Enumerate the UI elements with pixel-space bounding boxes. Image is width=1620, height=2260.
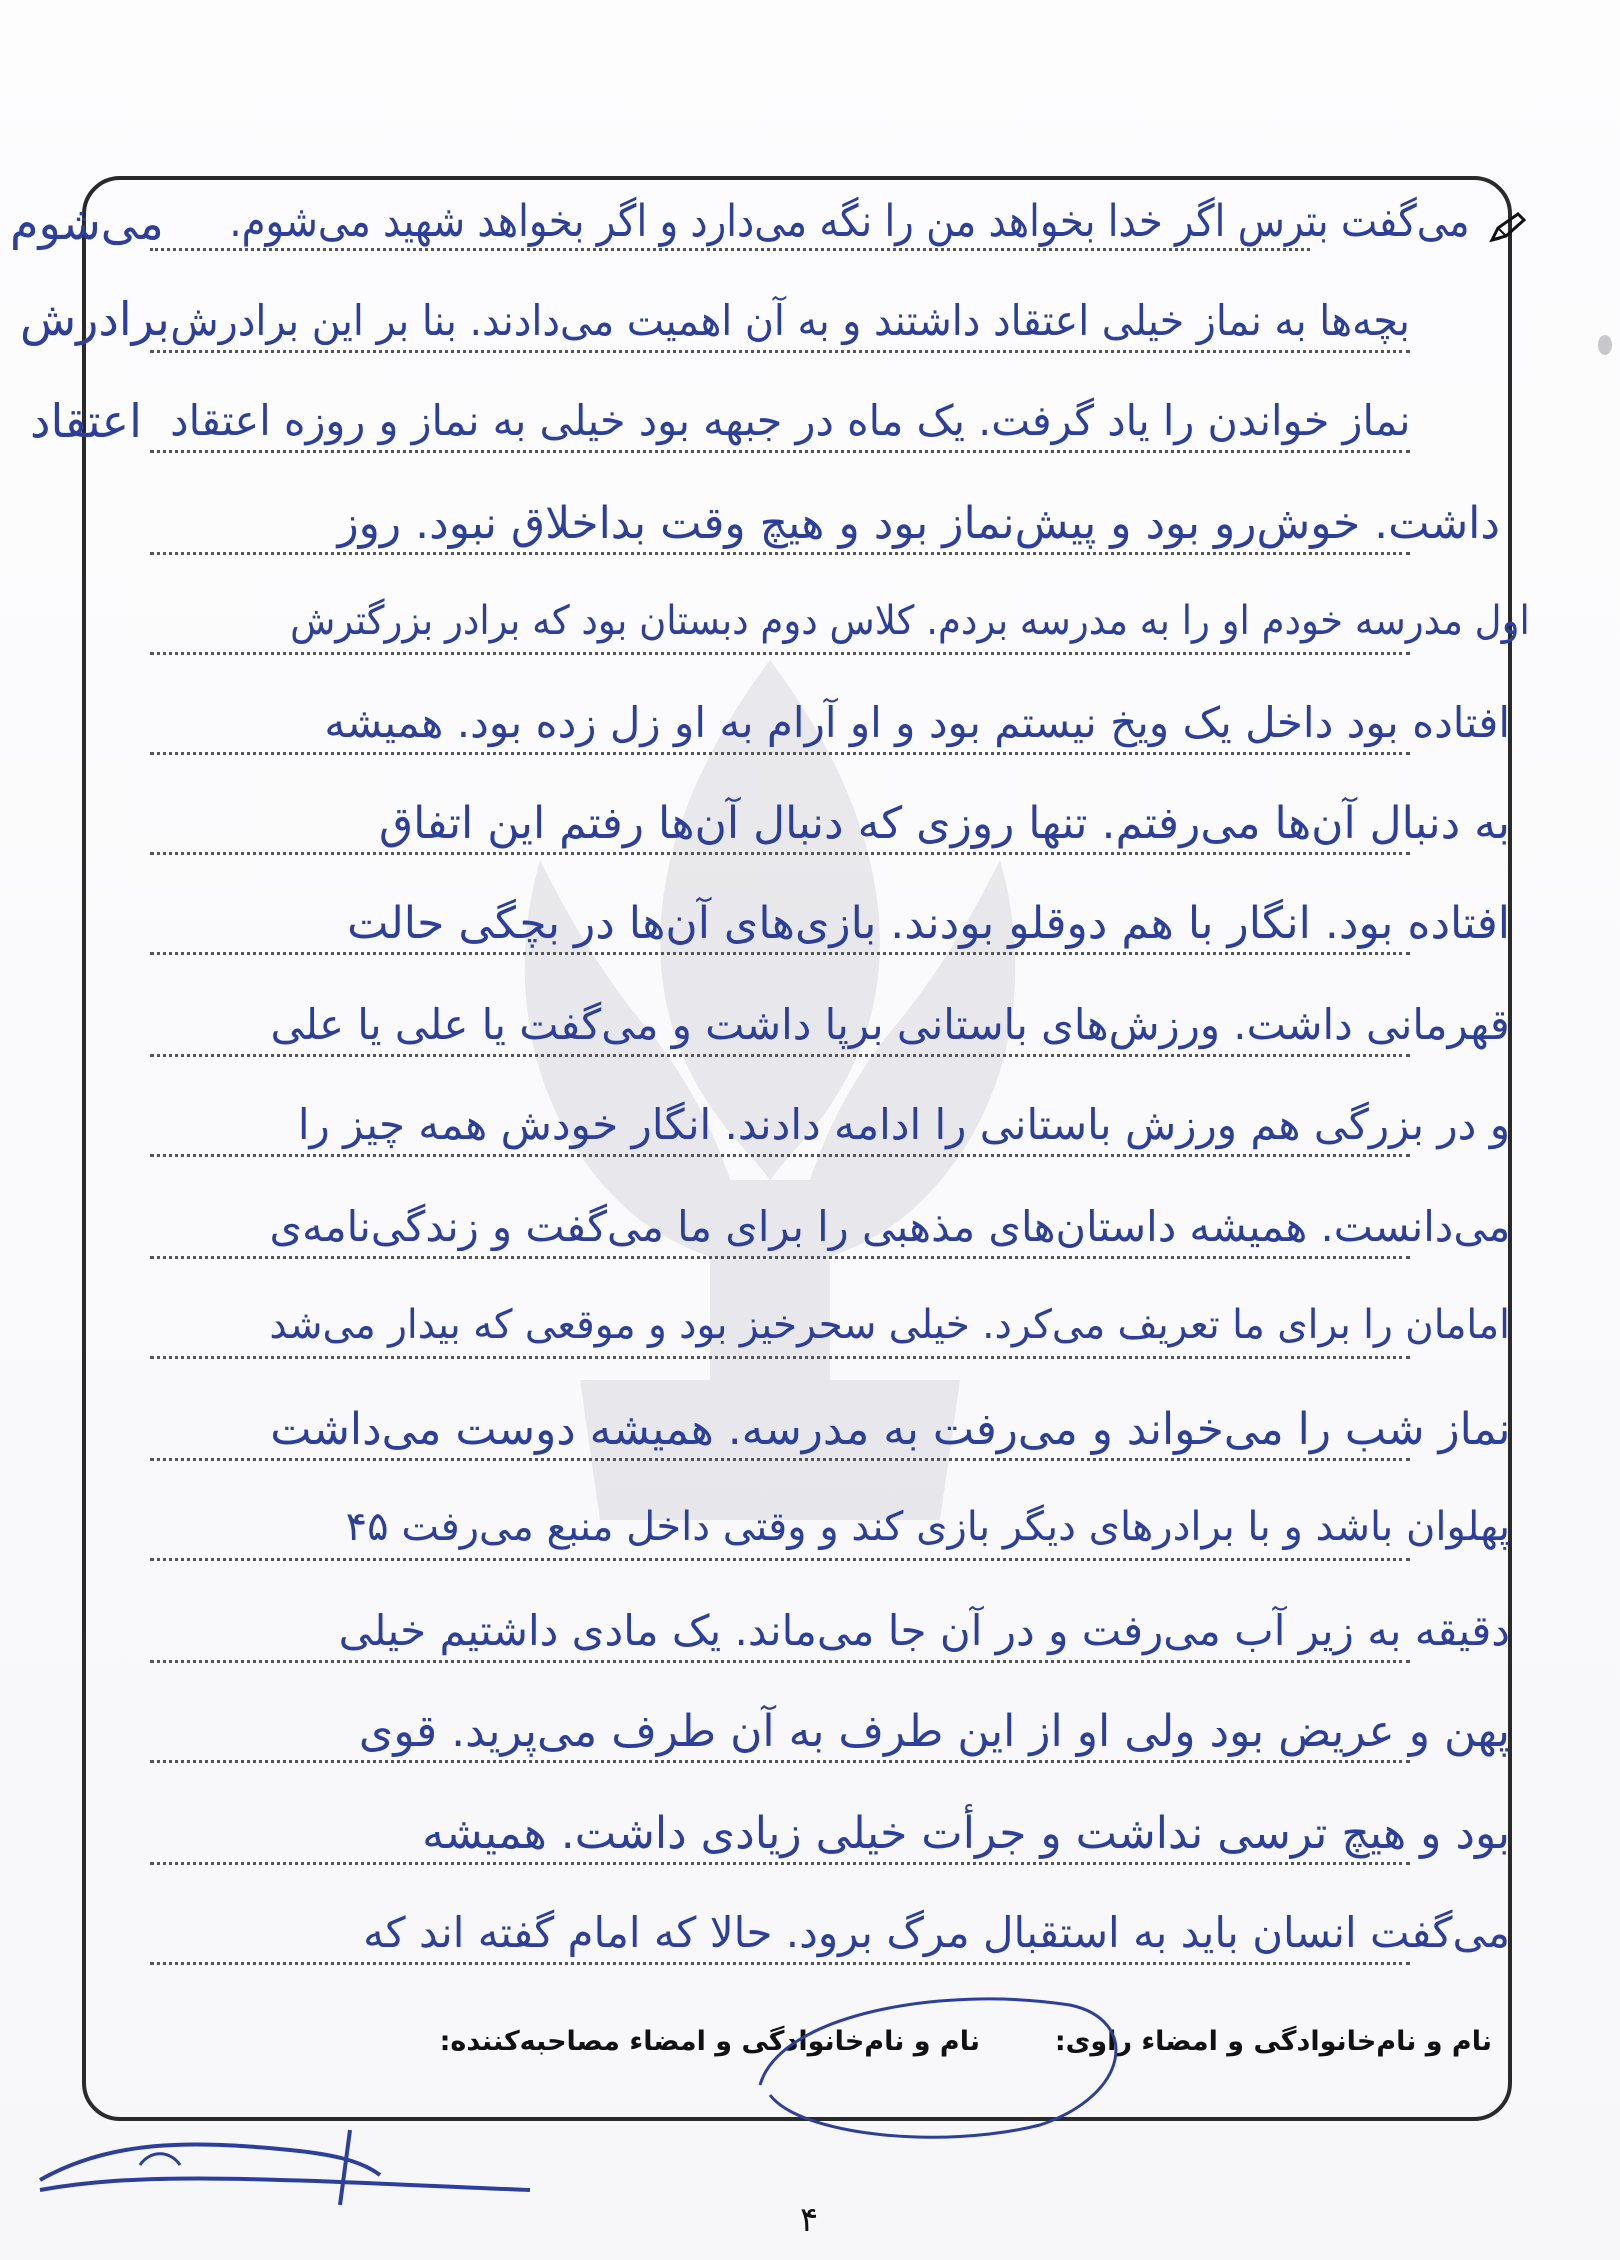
ruled-line xyxy=(150,1660,1410,1663)
ruled-line xyxy=(150,350,1410,353)
handwritten-line: بچه‌ها به نماز خیلی اعتقاد داشتند و به آن اهمیت می‌دادند. بنا بر این برادرش xyxy=(170,296,1410,345)
ruled-line xyxy=(150,1862,1410,1865)
handwritten-line: دقیقه به زیر آب می‌رفت و در آن جا می‌ماند. یک مادی داشتیم خیلی xyxy=(338,1606,1510,1655)
signature-ellipse-icon xyxy=(740,1975,1140,2145)
handwritten-line: می‌گفت بترس اگر خدا بخواهد من را نگه می‌دارد و اگر بخواهد شهید می‌شوم. xyxy=(229,196,1470,247)
handwritten-line: می‌دانست. همیشه داستان‌های مذهبی را برای ما می‌گفت و زندگی‌نامه‌ی xyxy=(269,1202,1510,1251)
handwritten-line: می‌گفت انسان باید به استقبال مرگ برود. حالا که امام گفته اند که xyxy=(363,1908,1510,1957)
handwritten-line: پهن و عریض بود ولی او از این طرف به آن طرف می‌پرید. قوی xyxy=(358,1706,1510,1757)
binding-hole xyxy=(1598,335,1612,355)
handwritten-line: امامان را برای ما تعریف می‌کرد. خیلی سحرخیز بود و موقعی که بیدار می‌شد xyxy=(269,1302,1510,1348)
handwritten-line: پهلوان باشد و با برادرهای دیگر بازی کند و وقتی داخل منبع می‌رفت ۴۵ xyxy=(345,1504,1510,1550)
handwritten-line: نماز شب را می‌خواند و می‌رفت به مدرسه. همیشه دوست می‌داشت xyxy=(269,1404,1510,1455)
ruled-line xyxy=(150,1256,1410,1259)
margin-note: اعتقاد xyxy=(30,394,142,448)
interviewer-signature-label: نام و نام‌خانوادگی و امضاء مصاحبه‌کننده: xyxy=(439,2026,980,2057)
pen-icon xyxy=(1488,210,1528,244)
handwritten-line: به دنبال آن‌ها می‌رفتم. تنها روزی که دنبال آن‌ها رفتم این اتفاق xyxy=(378,798,1510,849)
ruled-line xyxy=(150,450,1410,453)
margin-note: می‌شوم xyxy=(10,196,164,250)
page-number: ۴ xyxy=(800,2200,819,2240)
handwritten-line: بود و هیچ ترسی نداشت و جرأت خیلی زیادی داشت. همیشه xyxy=(422,1808,1510,1859)
ruled-line xyxy=(150,652,1410,655)
ruled-line xyxy=(150,1760,1410,1763)
ruled-line xyxy=(150,552,1410,555)
handwritten-line: نماز خواندن را یاد گرفت. یک ماه در جبهه بود خیلی به نماز و روزه اعتقاد xyxy=(169,396,1410,445)
ruled-line xyxy=(150,1154,1410,1157)
signature-icon xyxy=(30,2120,550,2210)
handwritten-line: قهرمانی داشت. ورزش‌های باستانی برپا داشت و می‌گفت یا علی یا علی xyxy=(270,1000,1510,1049)
ruled-line xyxy=(150,1458,1410,1461)
handwritten-line: افتاده بود داخل یک ویخ نیستم بود و او آرام به او زل زده بود. همیشه xyxy=(324,698,1510,747)
ruled-line xyxy=(150,248,1310,251)
ruled-line xyxy=(150,1962,1410,1965)
ruled-line xyxy=(150,752,1410,755)
ruled-line xyxy=(150,1054,1410,1057)
handwritten-line: و در بزرگی هم ورزش باستانی را ادامه دادند. انگار خودش همه چیز را xyxy=(297,1100,1510,1149)
ruled-line xyxy=(150,1356,1410,1359)
handwritten-line: افتاده بود. انگار با هم دوقلو بودند. بازی‌های آن‌ها در بچگی حالت xyxy=(347,898,1510,949)
margin-note: برادرش xyxy=(20,292,170,346)
handwritten-line: داشت. خوش‌رو بود و پیش‌نماز بود و هیچ وقت بداخلاق نبود. روز xyxy=(337,498,1500,549)
ruled-line xyxy=(150,852,1410,855)
handwritten-line: اول مدرسه خودم او را به مدرسه بردم. کلاس دوم دبستان بود که برادر بزرگترش xyxy=(290,598,1530,644)
ruled-line xyxy=(150,952,1410,955)
narrator-signature-label: نام و نام‌خانوادگی و امضاء راوی: xyxy=(1054,2026,1492,2057)
ruled-line xyxy=(150,1558,1410,1561)
